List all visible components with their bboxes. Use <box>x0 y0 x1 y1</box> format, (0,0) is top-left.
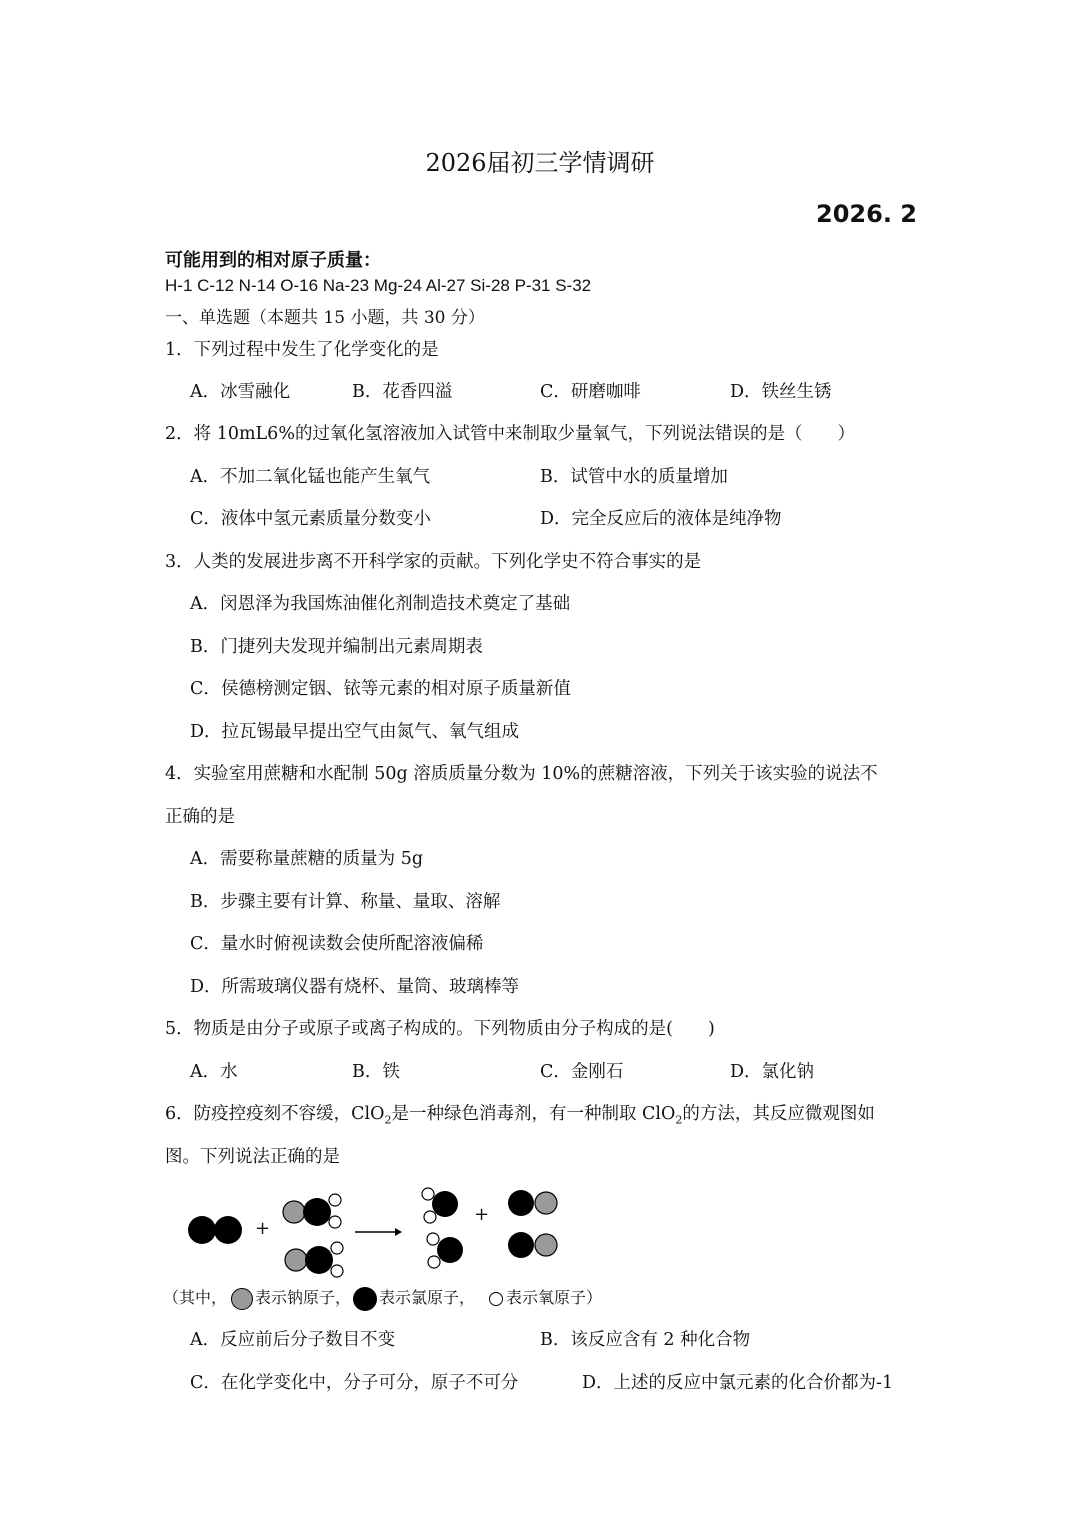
question-1-option-a[interactable]: A．冰雪融化 <box>190 382 291 402</box>
question-5-option-d[interactable]: D．氯化钠 <box>730 1062 815 1082</box>
reactant-naclo2-molecule-1 <box>283 1194 341 1228</box>
question-2-option-a[interactable]: A．不加二氧化锰也能产生氧气 <box>190 467 431 487</box>
question-5-option-c[interactable]: C．金刚石 <box>540 1062 624 1082</box>
question-6-stem-part-b: 是一种绿色消毒剂，有一种制取 ClO <box>391 1104 676 1124</box>
question-6-stem-line2: 图。下列说法正确的是 <box>165 1147 340 1167</box>
relative-mass-values: H-1 C-12 N-14 O-16 Na-23 Mg-24 Al-27 Si-28 P-31 S-32 <box>165 276 592 295</box>
question-4-stem-line1: 4．实验室用蔗糖和水配制 50g 溶质质量分数为 10%的蔗糖溶液，下列关于该实验的说法不 <box>165 764 878 784</box>
product-clo2-molecule-2 <box>427 1233 463 1268</box>
reactant-naclo2-molecule-2 <box>285 1242 343 1277</box>
section-heading: 一、单选题（本题共 15 小题，共 30 分） <box>165 308 485 328</box>
question-2-option-d[interactable]: D．完全反应后的液体是纯净物 <box>540 509 782 529</box>
chlorine-atom-icon <box>353 1287 377 1311</box>
question-6-stem-line1 <box>165 1102 875 1133</box>
plus-sign: + <box>474 1204 490 1225</box>
question-3-option-c[interactable]: C．侯德榜测定铟、铱等元素的相对原子质量新值 <box>190 679 571 699</box>
question-5-option-a[interactable]: A．水 <box>190 1062 238 1082</box>
product-clo2-molecule-1 <box>422 1188 458 1223</box>
legend-open: （其中， <box>163 1288 228 1307</box>
question-2-option-b[interactable]: B．试管中水的质量增加 <box>540 467 728 487</box>
question-1-option-c[interactable]: C．研磨咖啡 <box>540 382 641 402</box>
plus-sign: + <box>255 1218 271 1239</box>
reaction-arrow <box>355 1228 402 1236</box>
question-3-option-a[interactable]: A．闵恩泽为我国炼油催化剂制造技术奠定了基础 <box>190 594 571 614</box>
question-2-option-c[interactable]: C．液体中氢元素质量分数变小 <box>190 509 431 529</box>
question-5-stem: 5．物质是由分子或原子或离子构成的。下列物质由分子构成的是( ) <box>165 1019 715 1039</box>
reaction-microscopic-diagram <box>180 1180 580 1280</box>
question-4-option-b[interactable]: B．步骤主要有计算、称量、量取、溶解 <box>190 892 501 912</box>
question-2-stem: 2．将 10mL6%的过氧化氢溶液加入试管中来制取少量氧气，下列说法错误的是（ ） <box>165 424 855 444</box>
question-5-option-b[interactable]: B．铁 <box>352 1062 400 1082</box>
relative-mass-label: 可能用到的相对原子质量： <box>165 250 381 271</box>
diagram-legend <box>163 1285 602 1311</box>
question-3-stem: 3．人类的发展进步离不开科学家的贡献。下列化学史不符合事实的是 <box>165 552 702 572</box>
sodium-atom-icon <box>231 1288 253 1310</box>
subscript-2: 2 <box>675 1113 683 1127</box>
question-6-stem-part-c: 的方法，其反应微观图如 <box>682 1104 875 1124</box>
question-4-option-d[interactable]: D．所需玻璃仪器有烧杯、量筒、玻璃棒等 <box>190 977 520 997</box>
question-3-option-b[interactable]: B．门捷列夫发现并编制出元素周期表 <box>190 637 483 657</box>
question-6-option-b[interactable]: B．该反应含有 2 种化合物 <box>540 1330 751 1350</box>
exam-date: 2026. 2 <box>816 200 917 228</box>
question-6-option-a[interactable]: A．反应前后分子数目不变 <box>190 1330 396 1350</box>
legend-oxygen: 表示氧原子） <box>506 1288 603 1307</box>
question-1-option-d[interactable]: D．铁丝生锈 <box>730 382 832 402</box>
question-4-option-c[interactable]: C．量水时俯视读数会使所配溶液偏稀 <box>190 934 484 954</box>
subscript-2: 2 <box>384 1113 392 1127</box>
question-1-option-b[interactable]: B．花香四溢 <box>352 382 453 402</box>
question-6-option-d[interactable]: D．上述的反应中氯元素的化合价都为-1 <box>582 1373 894 1393</box>
question-4-option-a[interactable]: A．需要称量蔗糖的质量为 5g <box>190 849 424 869</box>
question-1-stem: 1．下列过程中发生了化学变化的是 <box>165 340 439 360</box>
legend-chlorine: 表示氯原子， <box>379 1288 476 1307</box>
product-nacl-molecule-2 <box>508 1232 557 1258</box>
page-title: 2026届初三学情调研 <box>425 149 655 177</box>
question-3-option-d[interactable]: D．拉瓦锡最早提出空气由氮气、氧气组成 <box>190 722 520 742</box>
question-4-stem-line2: 正确的是 <box>165 807 235 827</box>
reactant-cl2-molecule <box>188 1216 242 1244</box>
product-nacl-molecule-1 <box>508 1190 557 1216</box>
question-6-option-c[interactable]: C．在化学变化中，分子可分，原子不可分 <box>190 1373 519 1393</box>
question-6-stem-part-a: 6．防疫控疫刻不容缓，ClO <box>165 1104 385 1124</box>
oxygen-atom-icon <box>489 1292 503 1306</box>
legend-sodium: 表示钠原子， <box>255 1288 352 1307</box>
